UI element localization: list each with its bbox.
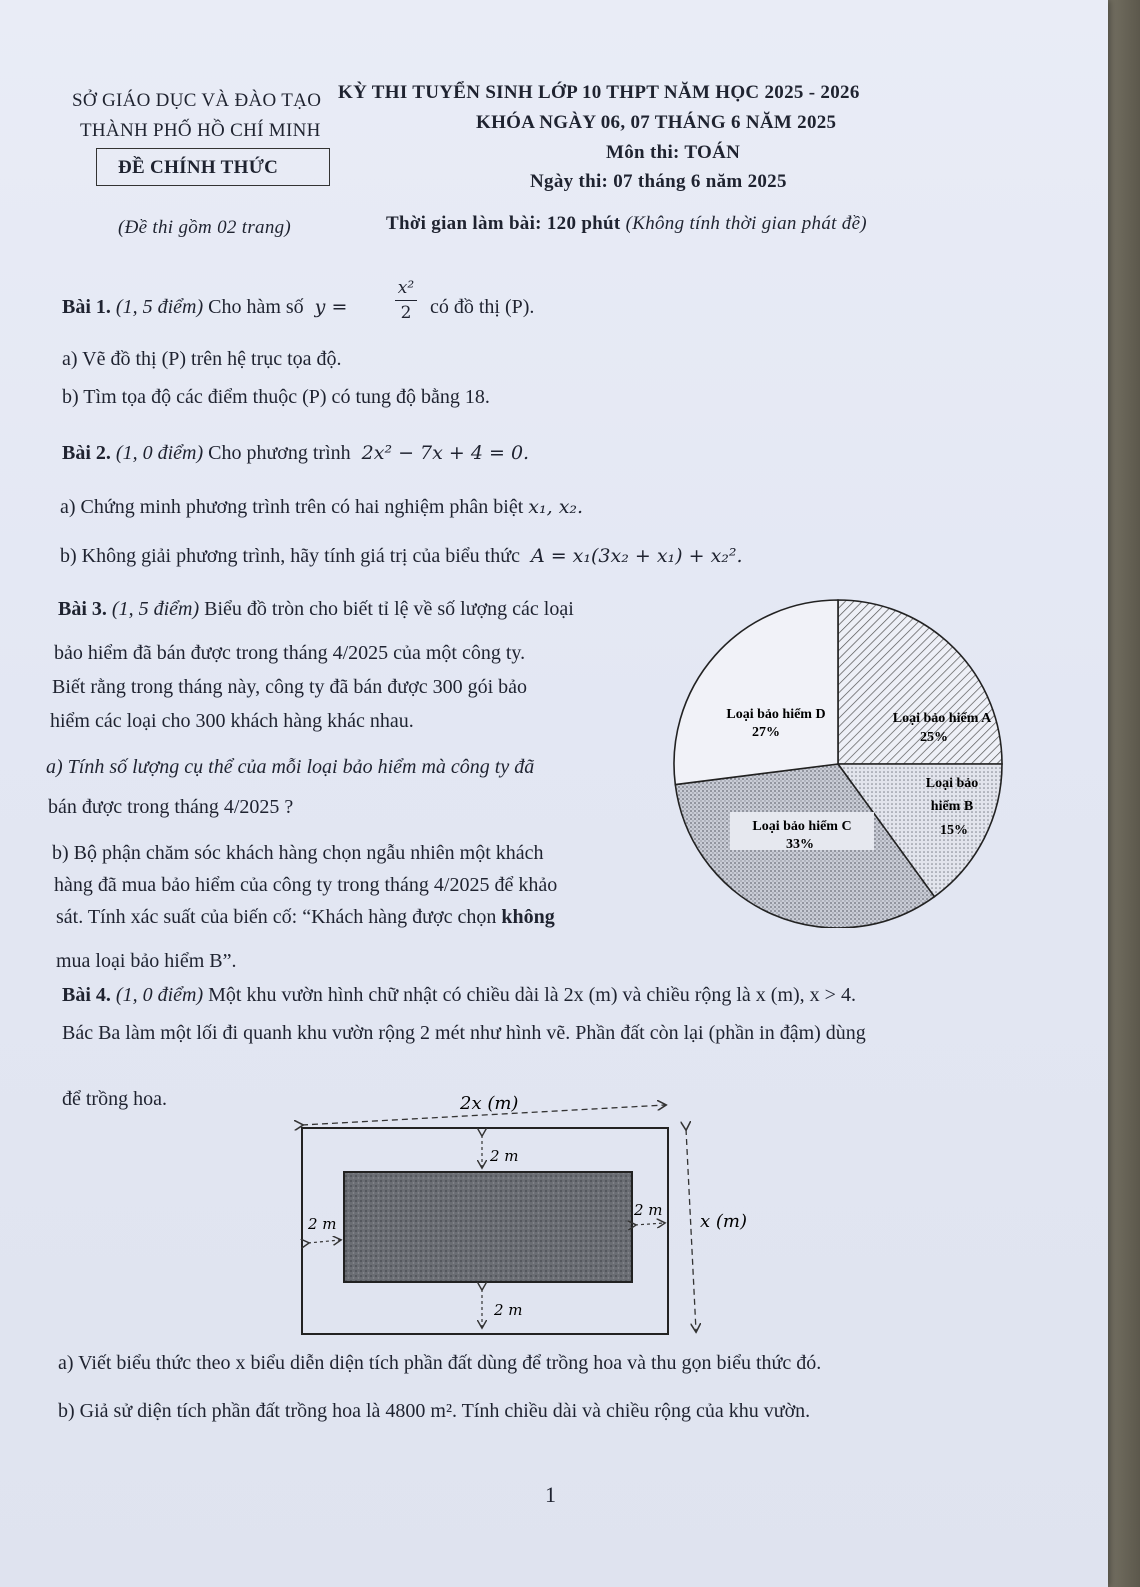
label-d-value: 27% [752,725,780,740]
bai3-line-3: Biết rằng trong tháng này, công ty đã bán được 300 gói bảo [52,676,528,698]
width-arrow [686,1129,696,1331]
bai3-intro: Biểu đồ tròn cho biết tỉ lệ về số lượng các loại [204,598,574,620]
bai2-intro: Cho phương trình [208,442,351,464]
right-gap-arrow [635,1223,664,1225]
frac-numerator: x² [397,278,415,298]
width-label: x (m) [700,1211,747,1232]
bai3-title: Bài 3. [58,598,107,620]
bai4-line-2: Bác Ba làm một lối đi quanh khu vườn rộng 2 mét như hình vẽ. Phần đất còn lại (phần in đậm) dùng [62,1022,866,1044]
label-a-name: Loại bảo hiểm A [892,711,992,726]
bai4-line-3: để trồng hoa. [62,1088,167,1110]
bai3-a-line-1: a) Tính số lượng cụ thể của mỗi loại bảo hiểm mà công ty đã [46,756,535,778]
bai3-line-2: bảo hiểm đã bán được trong tháng 4/2025 của một công ty. [54,642,526,664]
bai1-intro-end: có đồ thị (P). [430,296,535,318]
pie-slice-d [674,600,838,785]
bai1-func-lhs: y = [314,296,348,318]
bai2-points: (1, 0 điểm) [115,442,204,464]
exam-title: KỲ THI TUYỂN SINH LỚP 10 THPT NĂM HỌC 2025 - 2026 [338,82,860,103]
bai3-b-line-4: mua loại bảo hiểm B”. [56,950,237,972]
top-gap-label: 2 m [490,1147,519,1165]
bai4-title: Bài 4. [62,984,111,1006]
bai1-title: Bài 1. [62,296,111,318]
time-line [386,213,867,235]
bai3-b-line-3-text: sát. Tính xác suất của biến cố: “Khách hàng được chọn [56,906,497,928]
time-bold: Thời gian làm bài: 120 phút [386,213,621,234]
bai3-line-4: hiểm các loại cho 300 khách hàng khác nhau. [50,710,414,732]
right-gap-label: 2 m [634,1201,663,1219]
bai2-a-math: x₁, x₂. [528,496,584,518]
length-label: 2x (m) [460,1093,519,1114]
city-name: THÀNH PHỐ HỒ CHÍ MINH [80,120,321,141]
insurance-pie-chart [670,598,1030,928]
bai2-part-a [60,496,583,519]
garden-diagram [290,1085,770,1345]
bai3-line-1 [58,598,574,621]
exam-date: Ngày thi: 07 tháng 6 năm 2025 [530,171,787,192]
bai3-points: (1, 5 điểm) [111,598,200,620]
bai2-b-text: b) Không giải phương trình, hãy tính giá trị của biểu thức [60,545,520,567]
time-note: (Không tính thời gian phát đề) [625,213,867,234]
bottom-gap-label: 2 m [494,1301,523,1319]
dept-name: SỞ GIÁO DỤC VÀ ĐÀO TẠO [72,90,322,111]
bai4-line-1 [62,984,856,1007]
official-label: ĐỀ CHÍNH THỨC [118,157,279,178]
bai1-intro: Cho hàm số [208,296,304,318]
bai1-points: (1, 5 điểm) [115,296,204,318]
bai4-line-1-text: Một khu vườn hình chữ nhật có chiều dài là 2x (m) và chiều rộng là x (m), x > 4. [208,984,856,1006]
bai4-part-a: a) Viết biểu thức theo x biểu diễn diện tích phần đất dùng để trồng hoa và thu gọn biểu thức đó. [58,1352,822,1374]
bai4-points: (1, 0 điểm) [115,984,204,1006]
bai2-b-math: A = x₁(3x₂ + x₁) + x₂². [530,545,743,567]
label-b-name-2: hiểm B [930,799,974,814]
page-number: 1 [545,1482,556,1507]
bai1-part-b: b) Tìm tọa độ các điểm thuộc (P) có tung độ bằng 18. [62,386,490,408]
bai1-heading [62,296,347,319]
bai2-heading [62,442,529,465]
bai3-a-line-2: bán được trong tháng 4/2025 ? [48,796,294,818]
bai3-b-line-3 [56,906,555,929]
bai2-title: Bài 2. [62,442,111,464]
exam-session: KHÓA NGÀY 06, 07 THÁNG 6 NĂM 2025 [476,112,837,133]
bai2-a-text: a) Chứng minh phương trình trên có hai nghiệm phân biệt [60,496,524,518]
exam-subject: Môn thi: TOÁN [606,142,741,163]
bai2-part-b [60,545,743,568]
label-b-name-1: Loại bảo [925,776,979,791]
pie-slices [674,600,1002,928]
bai4-part-b: b) Giả sử diện tích phần đất trồng hoa là 4800 m². Tính chiều dài và chiều rộng của khu vườn. [58,1400,811,1422]
left-gap-arrow [308,1240,340,1243]
pages-note: (Đề thi gồm 02 trang) [118,217,292,238]
left-gap-label: 2 m [308,1215,337,1233]
flower-bed-rect [344,1172,632,1282]
bai3-b-line-2: hàng đã mua bảo hiểm của công ty trong tháng 4/2025 để khảo [54,874,558,896]
label-c-value: 33% [786,837,814,852]
frac-bar [395,300,417,301]
bai2-equation: 2x² − 7x + 4 = 0. [361,442,530,464]
label-a-value: 25% [920,730,948,745]
frac-denominator: 2 [400,303,412,323]
bai3-b-line-1: b) Bộ phận chăm sóc khách hàng chọn ngẫu nhiên một khách [52,842,544,864]
bai1-part-a: a) Vẽ đồ thị (P) trên hệ trục tọa độ. [62,348,342,370]
label-b-value: 15% [940,823,968,838]
label-c-name: Loại bảo hiểm C [752,819,852,834]
bai1-fraction [395,278,417,323]
bai3-b-bold: không [501,906,555,928]
label-d-name: Loại bảo hiểm D [726,707,826,722]
